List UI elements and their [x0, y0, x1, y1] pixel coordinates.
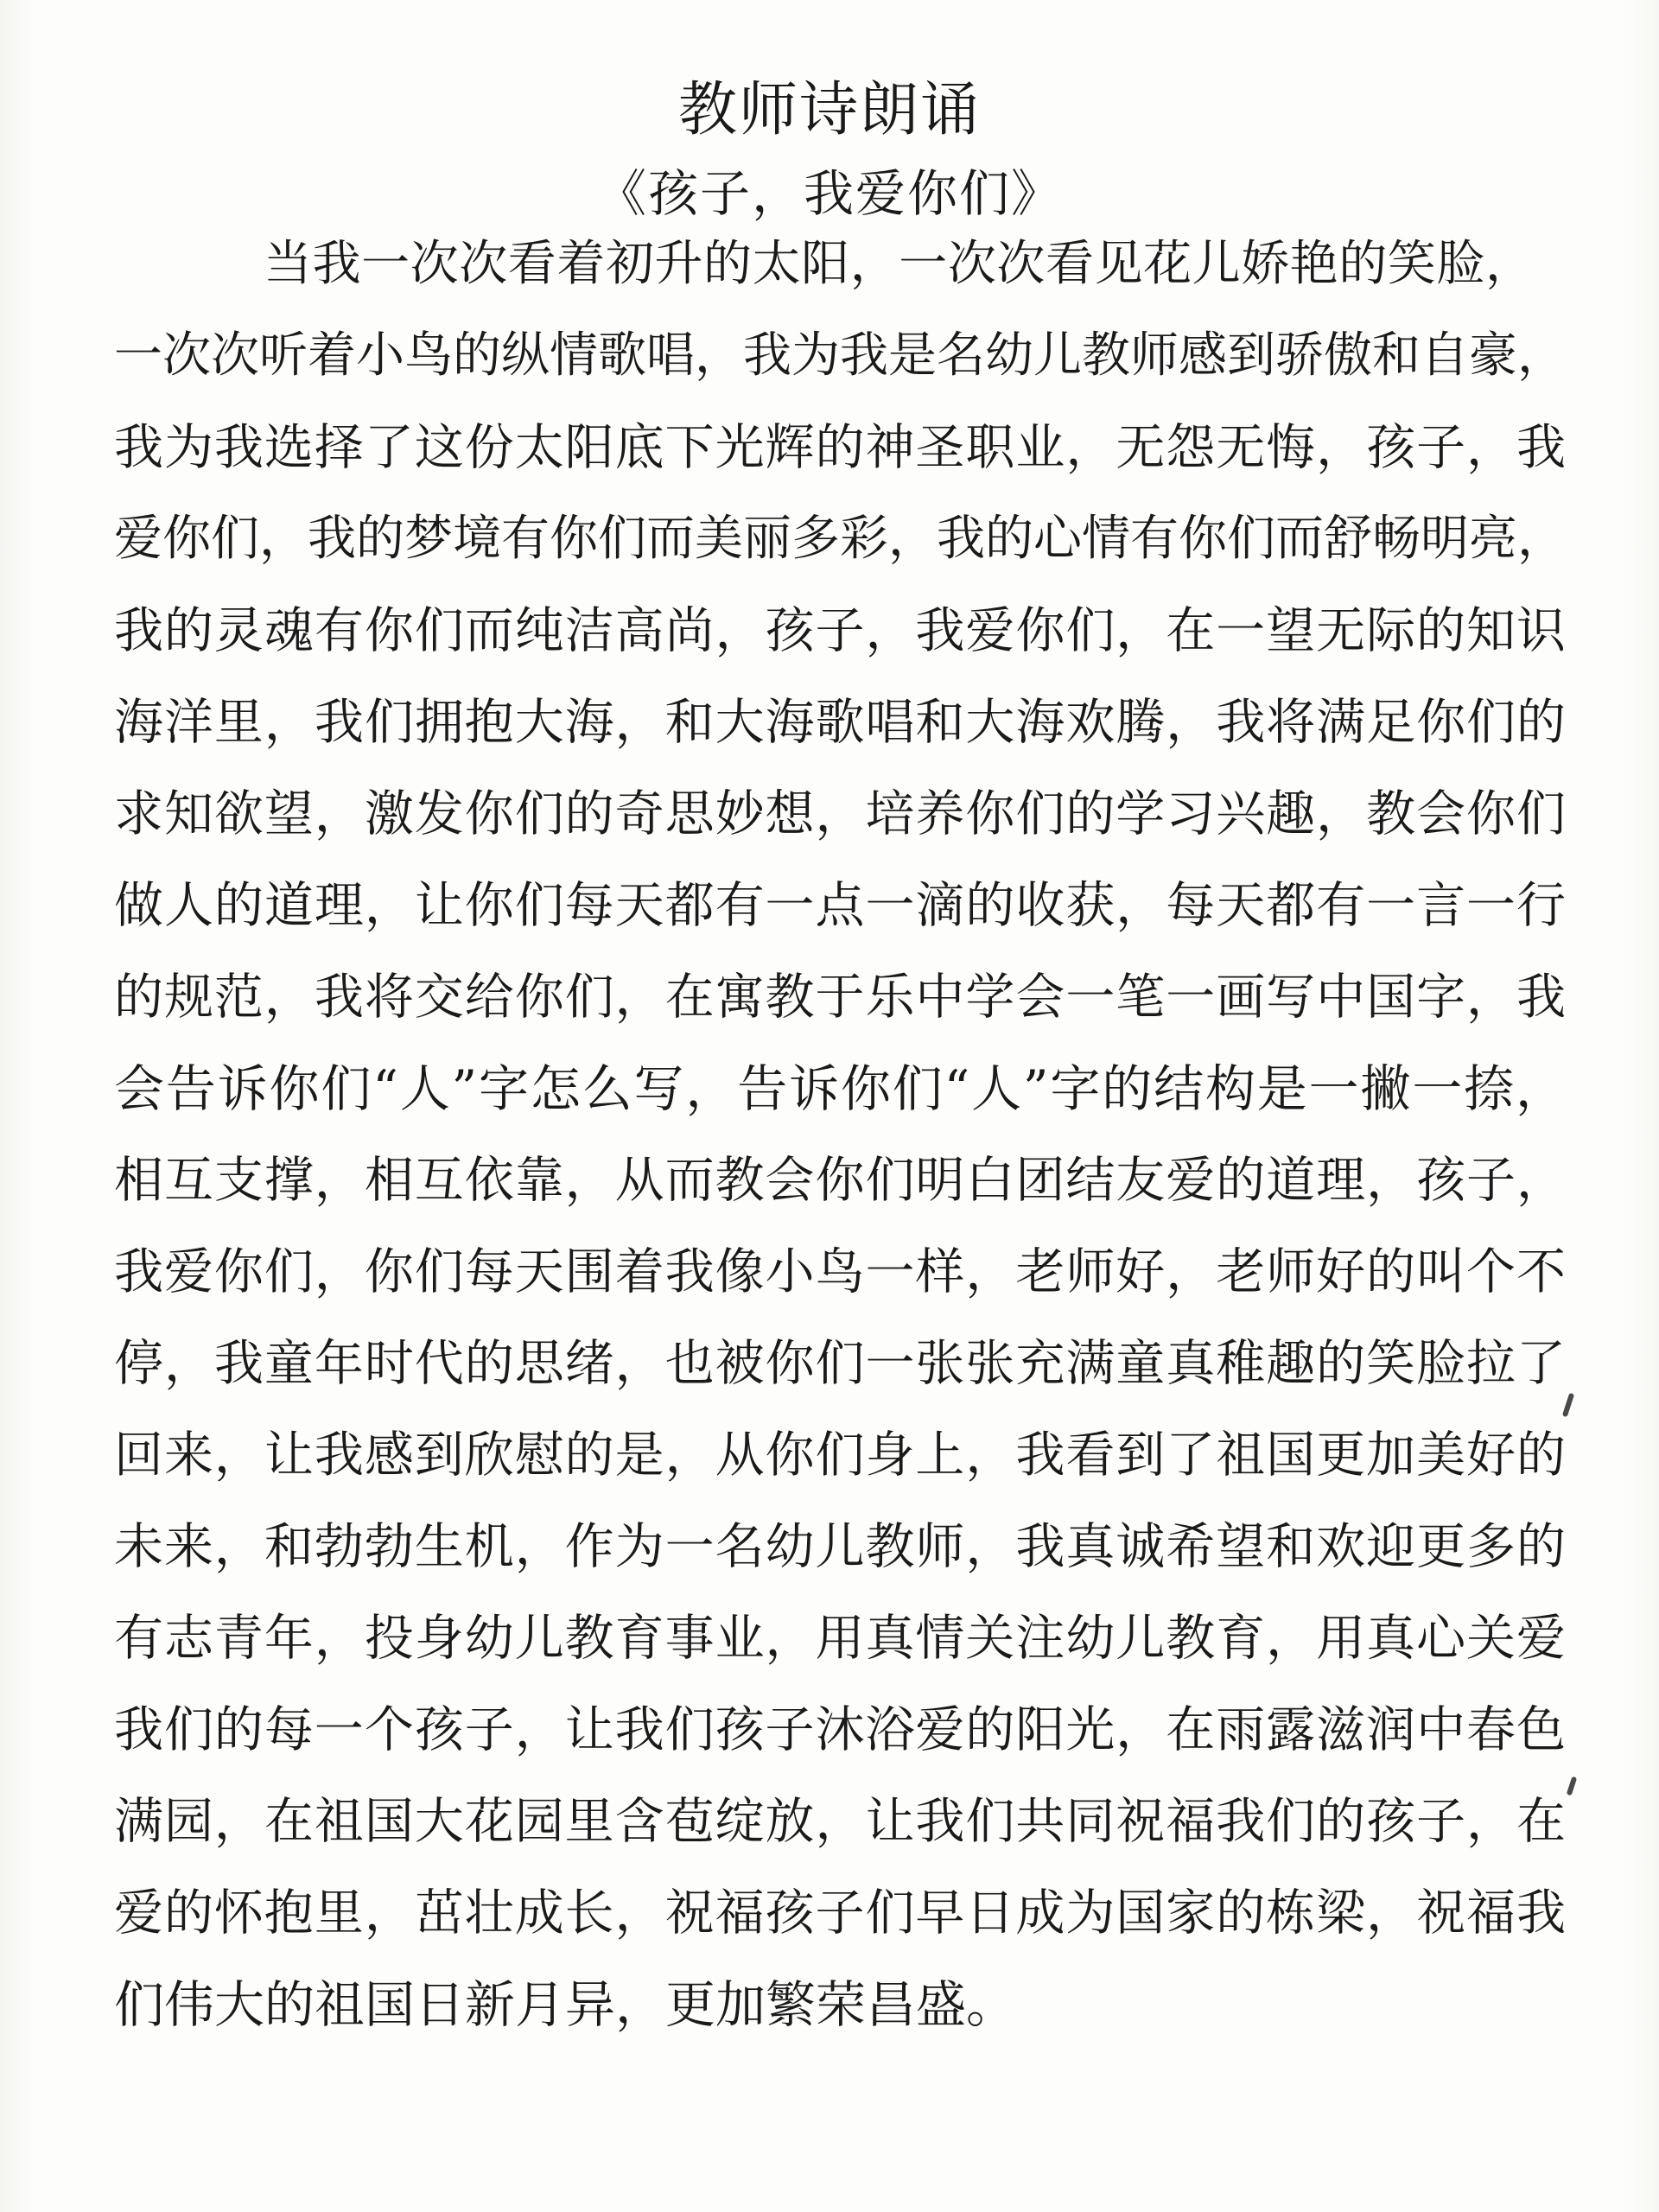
poem-line: 爱你们，我的梦境有你们而美丽多彩，我的心情有你们而舒畅明亮， [114, 511, 1566, 567]
poem-line: 当我一次次看着初升的太阳，一次次看见花儿娇艳的笑脸， [264, 236, 1534, 292]
poem-line: 我为我选择了这份太阳底下光辉的神圣职业，无怨无悔，孩子，我 [114, 419, 1566, 476]
poem-line: 求知欲望，激发你们的奇思妙想，培养你们的学习兴趣，教会你们 [114, 785, 1566, 842]
poem-line: 我爱你们，你们每天围着我像小鸟一样，老师好，老师好的叫个不 [114, 1243, 1566, 1300]
poem-line: 未来，和勃勃生机，作为一名幼儿教师，我真诚希望和欢迎更多的 [114, 1518, 1566, 1575]
poem-line: 海洋里，我们拥抱大海，和大海歌唱和大海欢腾，我将满足你们的 [114, 694, 1566, 751]
poem-heading: 教师诗朗诵 [677, 76, 981, 144]
poem-line: 回来，让我感到欣慰的是，从你们身上，我看到了祖国更加美好的 [114, 1427, 1566, 1484]
poem-title: 《孩子，我爱你们》 [595, 164, 1063, 223]
poem-line: 一次次听着小鸟的纵情歌唱，我为我是名幼儿教师感到骄傲和自豪， [114, 327, 1566, 384]
poem-line: 相互支撑，相互依靠，从而教会你们明白团结友爱的道理，孩子， [114, 1152, 1566, 1209]
poem-line: 有志青年，投身幼儿教育事业，用真情关注幼儿教育，用真心关爱 [114, 1610, 1566, 1667]
poem-line: 的规范，我将交给你们，在寓教于乐中学会一笔一画写中国字，我 [114, 969, 1566, 1026]
poem-line: 爱的怀抱里，茁壮成长，祝福孩子们早日成为国家的栋梁，祝福我 [114, 1885, 1566, 1942]
poem-line: 我的灵魂有你们而纯洁高尚，孩子，我爱你们，在一望无际的知识 [114, 602, 1566, 659]
poem-line: 做人的道理，让你们每天都有一点一滴的收获，每天都有一言一行 [114, 877, 1566, 934]
poem-line: 会告诉你们“人”字怎么写，告诉你们“人”字的结构是一撇一捺， [114, 1059, 1566, 1118]
poem-line: 停，我童年时代的思绪，也被你们一张张充满童真稚趣的笑脸拉了 [114, 1335, 1566, 1392]
poem-line: 们伟大的祖国日新月异，更加繁荣昌盛。 [114, 1975, 1017, 2034]
poem-line: 我们的每一个孩子，让我们孩子沐浴爱的阳光，在雨露滋润中春色 [114, 1701, 1566, 1758]
poem-line: 满园，在祖国大花园里含苞绽放，让我们共同祝福我们的孩子，在 [114, 1793, 1566, 1850]
